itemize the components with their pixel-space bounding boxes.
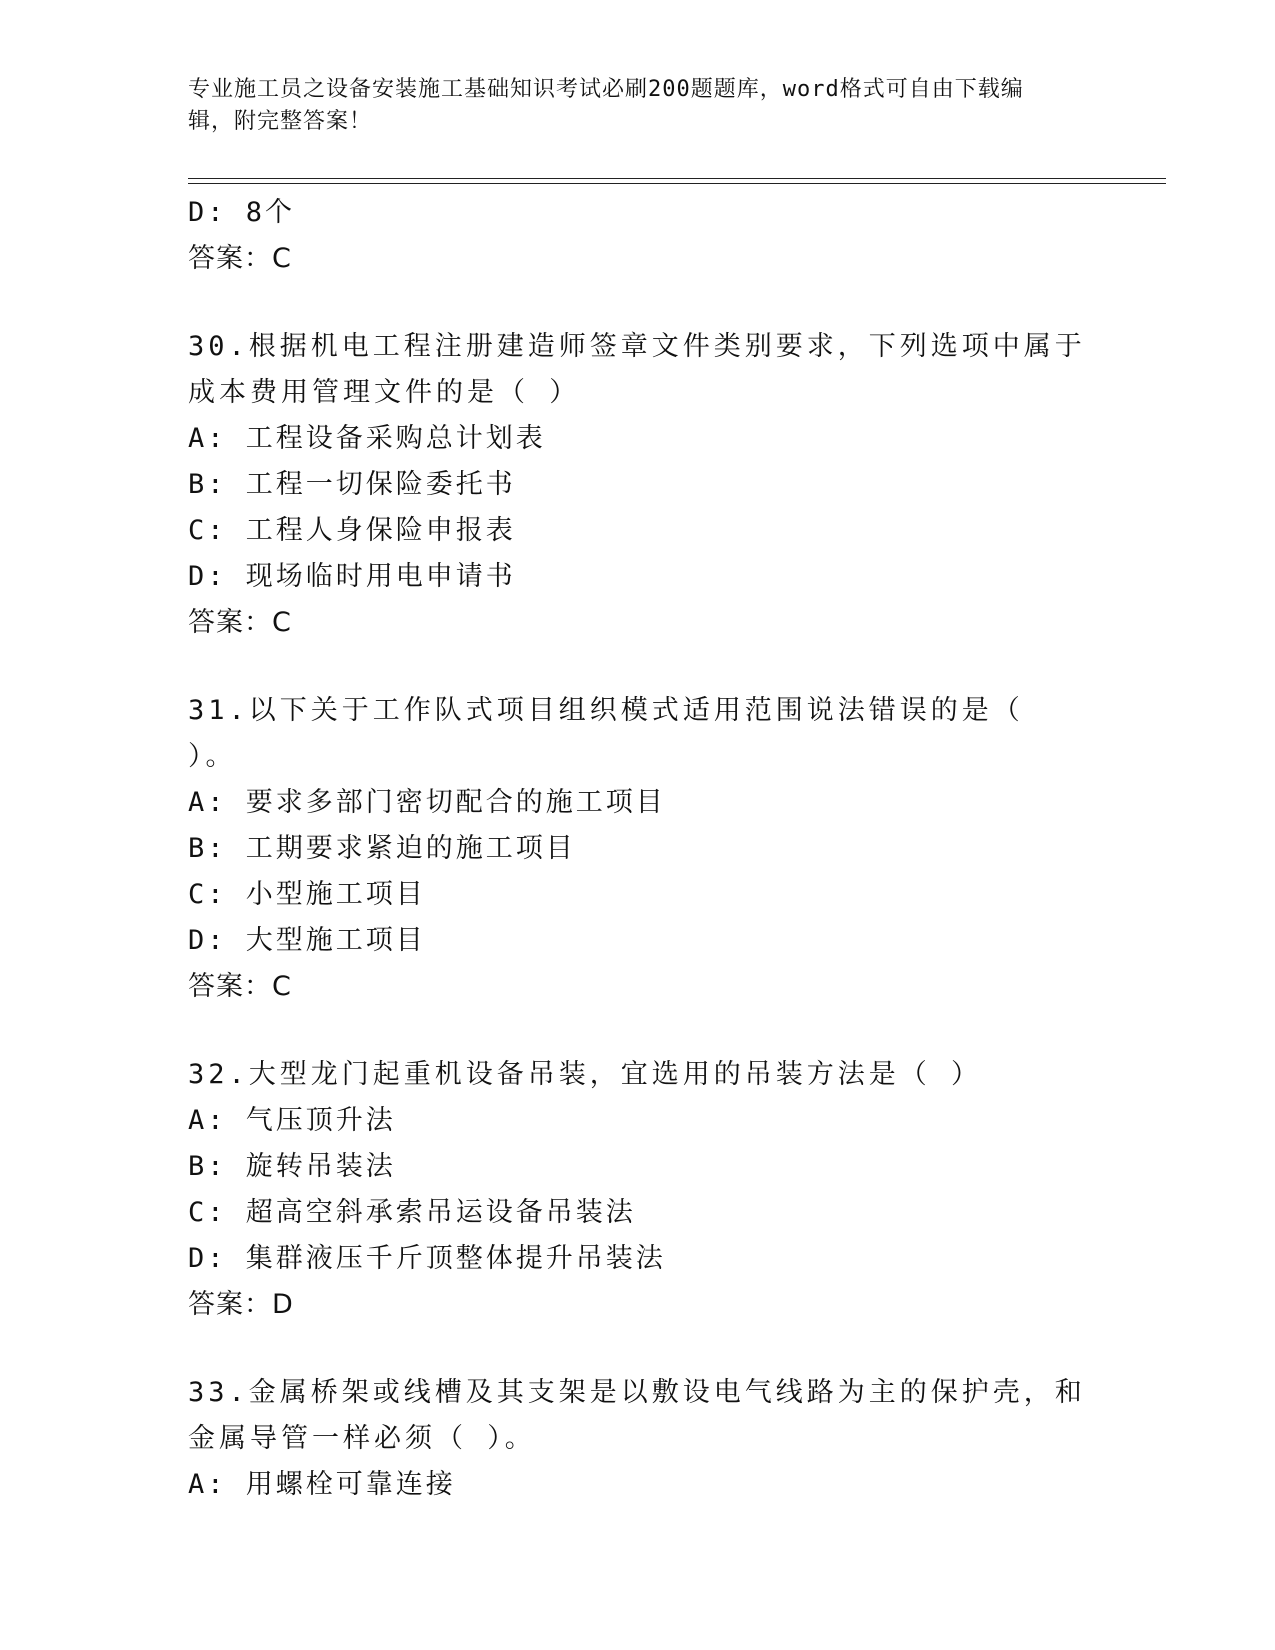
question-stem: 30.根据机电工程注册建造师签章文件类别要求，下列选项中属于成本费用管理文件的是（ ） xyxy=(188,331,1086,408)
option-c: C: 小型施工项目 xyxy=(188,879,426,910)
option-b: B: 工程一切保险委托书 xyxy=(188,469,516,500)
question-31 xyxy=(188,688,1088,1010)
header-rule-top xyxy=(188,178,1166,179)
answer: 答案：C xyxy=(188,607,292,638)
page-header: 专业施工员之设备安装施工基础知识考试必刷200题题库，word格式可自由下载编辑，附完整答案！ xyxy=(188,77,1024,134)
option-d: D: 集群液压千斤顶整体提升吊装法 xyxy=(188,1243,666,1274)
prev-option-d: D: 8个 xyxy=(188,197,296,228)
option-a: A: 要求多部门密切配合的施工项目 xyxy=(188,787,666,818)
answer: 答案：C xyxy=(188,971,292,1002)
option-b: B: 旋转吊装法 xyxy=(188,1151,396,1182)
question-list xyxy=(188,190,1088,1508)
question-stem: 33.金属桥架或线槽及其支架是以敷设电气线路为主的保护壳，和金属导管一样必须（ ）。 xyxy=(188,1377,1086,1454)
option-a: A: 用螺栓可靠连接 xyxy=(188,1469,456,1500)
prev-answer: 答案：C xyxy=(188,243,292,274)
question-30 xyxy=(188,324,1088,646)
option-b: B: 工期要求紧迫的施工项目 xyxy=(188,833,576,864)
question-stem: 31.以下关于工作队式项目组织模式适用范围说法错误的是（ ）。 xyxy=(188,695,1024,772)
header-rule-bottom xyxy=(188,183,1166,184)
question-32 xyxy=(188,1052,1088,1328)
answer: 答案：D xyxy=(188,1289,294,1320)
question-stem: 32.大型龙门起重机设备吊装，宜选用的吊装方法是（ ） xyxy=(188,1059,983,1090)
option-c: C: 超高空斜承索吊运设备吊装法 xyxy=(188,1197,636,1228)
option-a: A: 工程设备采购总计划表 xyxy=(188,423,546,454)
option-d: D: 现场临时用电申请书 xyxy=(188,561,516,592)
option-d: D: 大型施工项目 xyxy=(188,925,426,956)
option-c: C: 工程人身保险申报表 xyxy=(188,515,516,546)
question-33 xyxy=(188,1370,1088,1508)
option-a: A: 气压顶升法 xyxy=(188,1105,396,1136)
